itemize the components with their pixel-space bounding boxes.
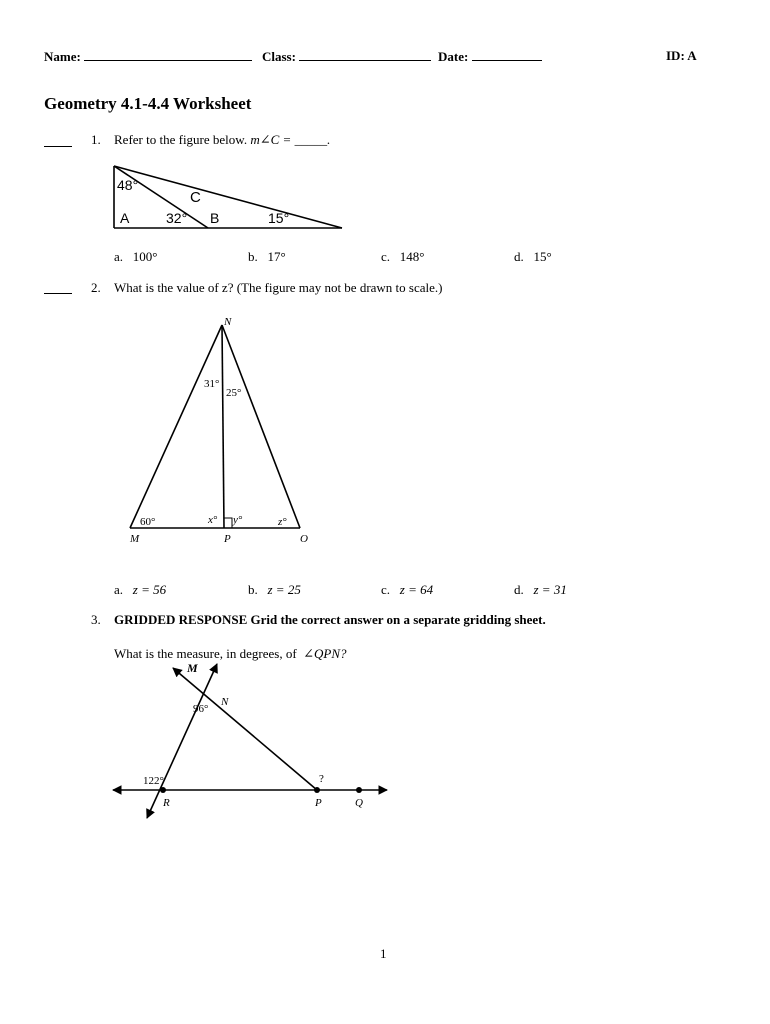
q1-choice-a[interactable] [114,249,157,265]
answer-blank-1[interactable] [44,146,72,147]
page-title: Geometry 4.1-4.4 Worksheet [44,94,252,113]
fig3-label-M: M [187,661,198,675]
question-2-number: 2. [91,280,101,295]
question-1-prompt-math: m∠C = _____. [250,132,331,147]
q1-choice-b[interactable] [248,249,286,265]
q2-choice-a-letter: a. [114,582,124,597]
class-label: Class: [262,49,296,64]
q1-choice-a-text: 100° [132,249,158,264]
q1-choice-c-letter: c. [381,249,391,264]
name-field [44,48,252,65]
date-field [438,48,542,65]
q2-choice-d-text: z = 31 [533,582,567,597]
fig1-label-A: A [120,210,130,226]
fig2-label-O: O [300,533,308,545]
q1-choice-a-letter: a. [114,249,124,264]
date-label: Date: [438,49,469,64]
question-2-prompt: What is the value of z? (The figure may not be drawn to scale.) [114,280,443,295]
fig1-label-C: C [190,189,201,206]
date-blank[interactable] [472,48,542,61]
figure-2 [120,310,320,550]
name-blank[interactable] [84,48,252,61]
q1-choice-d-letter: d. [514,249,524,264]
fig2-label-M: M [130,533,140,545]
q2-choice-a[interactable] [114,582,166,598]
page-number: 1 [380,946,387,961]
q2-choice-c-text: z = 64 [399,582,434,597]
question-1-prompt [114,132,330,148]
question-1-prompt-text: Refer to the figure below. [114,132,248,147]
answer-blank-2[interactable] [44,293,72,294]
q1-choice-c[interactable] [381,249,424,265]
fig1-angle-32: 32° [166,210,188,226]
q1-choice-c-text: 148° [399,249,425,264]
fig1-angle-15: 15° [268,210,290,226]
fig3-point-P [314,787,320,793]
id-label: ID: A [666,48,697,63]
fig3-angle-96: 96° [193,703,209,715]
fig2-angle-60: 60° [140,516,156,528]
q2-choice-c-letter: c. [381,582,391,597]
fig2-angle-x: x° [208,514,218,526]
q2-choice-d[interactable] [514,582,567,598]
question-3-prompt-text: What is the measure, in degrees, of [114,646,297,661]
q1-choice-b-text: 17° [267,249,286,264]
name-label: Name: [44,49,81,64]
q1-choice-b-letter: b. [248,249,258,264]
fig2-angle-25: 25° [226,387,242,399]
figure-1 [110,160,350,235]
fig1-angle-48: 48° [117,177,139,193]
fig3-angle-unknown: ? [319,773,324,785]
fig1-label-B: B [210,210,220,226]
fig3-point-Q [356,787,362,793]
q1-choice-d[interactable] [514,249,552,265]
q2-choice-c[interactable] [381,582,433,598]
question-3-number: 3. [91,612,101,627]
figure-3 [105,660,395,830]
fig3-label-R: R [163,797,170,809]
fig2-label-N: N [224,316,232,328]
fig3-point-R [160,787,166,793]
q1-choice-d-text: 15° [533,249,552,264]
q2-choice-b[interactable] [248,582,301,598]
fig3-label-N: N [221,696,229,708]
question-1-number: 1. [91,132,101,147]
q2-choice-d-letter: d. [514,582,524,597]
class-blank[interactable] [299,48,431,61]
fig2-angle-y: y° [233,514,243,526]
class-field [262,48,431,65]
fig2-label-P: P [224,533,231,545]
q2-choice-b-text: z = 25 [267,582,301,597]
q2-choice-b-letter: b. [248,582,258,597]
fig3-label-P: P [315,797,322,809]
fig3-angle-122: 122° [143,775,164,787]
fig2-angle-31: 31° [204,378,220,390]
fig3-label-Q: Q [355,797,363,809]
q2-choice-a-text: z = 56 [132,582,167,597]
fig2-angle-z: z° [278,516,287,528]
question-3-heading: GRIDDED RESPONSE Grid the correct answer on a separate gridding sheet. [114,612,546,627]
question-3-prompt-math: ∠QPN? [303,646,347,661]
